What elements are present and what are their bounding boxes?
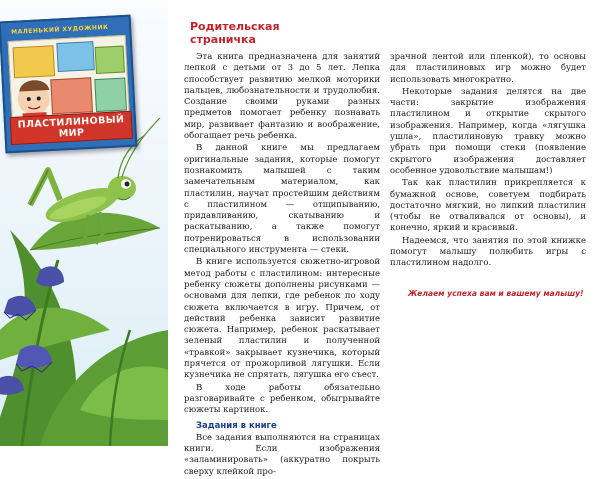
paragraph: Все задания выполняются на страницах книги. Если изображения «заламинировать» (аккуратно покрыть сверху клейкой про-: [184, 432, 380, 477]
closing-wish: Желаем успеха вам и вашему малышу!: [408, 288, 584, 298]
paragraph: В книге используется сюжетно-игровой метод работы с пластилином: интересные ребенку сюжеты дополнены рисунками — основами для лепки, где ребенок по ходу сюжета включается в игру. Причем, от действий ребенка зависит развитие сюжета. Например, ребенок раскатывает зеленый пластилин и полученной «травкой» закрывает кузнечика, который прячется от прожорливой лягушки. Если кузнечика не спрятать, лягушка его съест.: [184, 257, 380, 381]
page-title: [190, 20, 280, 46]
text-column-1: [184, 52, 380, 479]
paragraph: Так как пластилин прикрепляется к бумажной основе, советуем подбирать достаточно мягкий, но липкий пластилин (чтобы не отваливался от основы), и конечно, яркий и красивый.: [390, 178, 586, 234]
paragraph: Надеемся, что занятия по этой книжке помогут малышу полюбить игры с пластилином надолго.: [390, 235, 586, 269]
paragraph: зрачной лентой или пленкой), то основы для пластилиновых игр можно будет использовать многократно.: [390, 52, 586, 85]
cover-series-label: МАЛЕНЬКИЙ ХУДОЖНИК: [11, 23, 109, 36]
illustration-panel: [0, 0, 168, 446]
text-column-2: [390, 52, 586, 300]
cover-title: ПЛАСТИЛИНОВЫЙ МИР: [10, 111, 133, 145]
book-cover: [0, 15, 137, 154]
text-area: [176, 0, 600, 477]
section-subheading: Задания в книге: [196, 420, 277, 431]
page-title-line-2: страничка: [190, 33, 256, 46]
paragraph: В данной книге мы предлагаем оригинальные задания, которые помогут познакомить малышей с таким замечательным материалом, как пластилин, научат простейшим действиям с пластилином — отщипыванию, придавливанию, скатыванию и раскатыванию, а также помогут потренироваться в использовании специального инструмента — стеки.: [184, 143, 380, 256]
paragraph: Некоторые задания делятся на две части: закрытие изображения пластилином и открытие скрытого изображения. Например, когда «лягушка ушла», пластилиновую травку можно убрать при помощи стеки (появление скрытого изображения доставляет особенное удовольствие малышам!): [390, 86, 586, 176]
page-title-line-1: Родительская: [190, 20, 280, 33]
paragraph: Эта книга предназначена для занятий лепкой с детьми от 3 до 5 лет. Лепка способствует развитию мелкой моторики пальцев, любознательности и трудолюбия. Создание своими руками разных предметов помогает ребенку познавать мир, развивает фантазию и воображение, обогащает речь ребенка.: [184, 52, 380, 142]
paragraph: В ходе работы обязательно разговаривайте с ребенком, обыгрывайте сюжеты картинок.: [184, 382, 380, 416]
